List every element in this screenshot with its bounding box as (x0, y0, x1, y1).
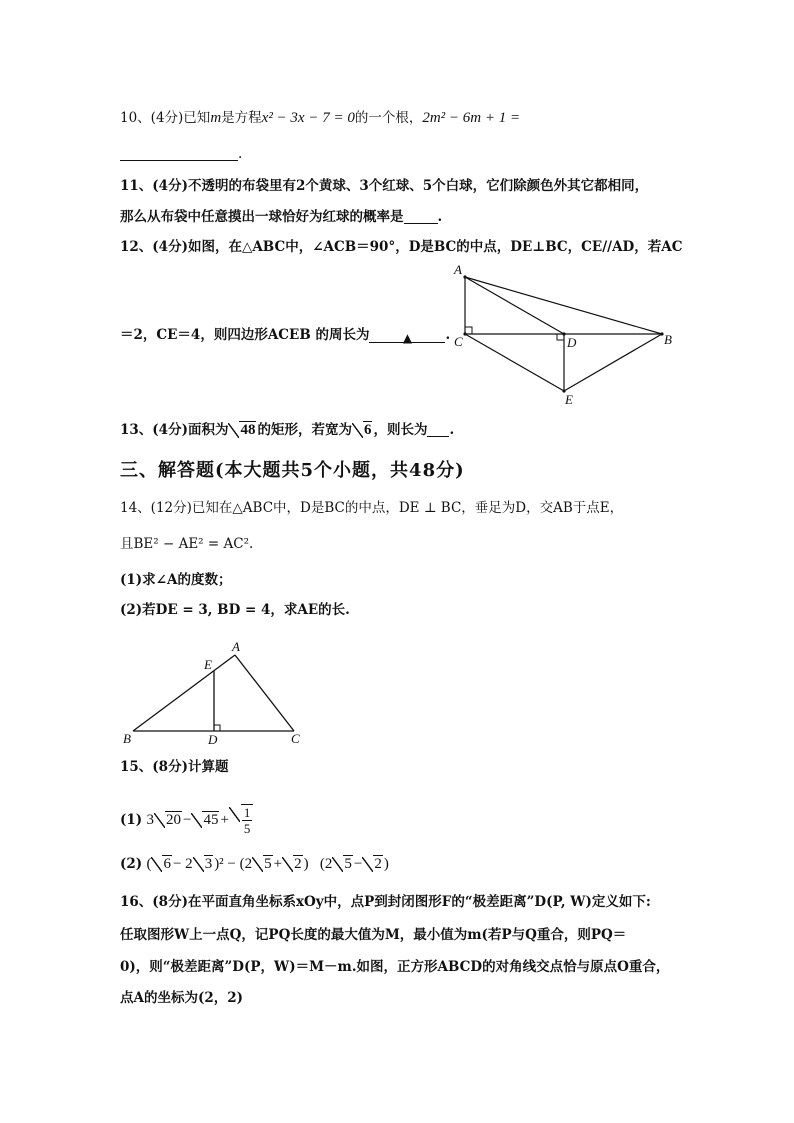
q12-seg-AD (465, 277, 564, 334)
q15-part1-op2: + (220, 812, 229, 828)
q13-prefix: 13、(4分)面积为 (120, 422, 229, 438)
q16-line4: 点A的坐标为(2，2) (120, 990, 244, 1006)
q10-line (120, 108, 520, 128)
q12-seg-EB (564, 334, 662, 391)
q10-suffix: 的一个根， (354, 110, 423, 126)
q12-seg-CE (465, 334, 564, 391)
q12-end: . (445, 327, 451, 343)
q15-part2-sqrt-5: 5 (332, 854, 353, 874)
q15-part1-op1: − (182, 812, 192, 828)
q14-label-B: B (123, 731, 131, 746)
q15-part1-sqrt-1: 20 (154, 810, 182, 830)
q10-answer-blank[interactable] (120, 146, 238, 161)
q14-line2: 且BE² − AE² = AC². (120, 536, 254, 552)
q16-line2: 任取图形W上一点Q，记PQ长度的最大值为M，最小值为m(若P与Q重合，则PQ＝ (120, 927, 627, 943)
q13-end: . (449, 422, 455, 438)
q12-line1: 12、(4分)如图，在△ABC中，∠ACB＝90°，D是BC的中点，DE⊥BC，CE//AD，若AC (120, 239, 683, 255)
q15-part1-sqrt-frac: $\frac{1}{5}$ (229, 804, 254, 836)
q15-part1 (120, 804, 254, 836)
q11-answer-blank[interactable] (404, 209, 438, 224)
q14-label-D: D (208, 732, 218, 747)
q14-label-E: E (204, 657, 212, 672)
q12-marker: ▲ (402, 331, 413, 345)
q14-part2: (2)若DE = 3, BD = 4，求AE的长. (120, 602, 350, 618)
q15-part2: (2) ( 6 − 2 3 )² − (2 5 + 2 ) (2 5 − 2 ) (120, 856, 389, 872)
q13-line (120, 420, 454, 440)
q15-part2-sqrt-1: 6 (151, 854, 172, 874)
q10-answer-line (120, 144, 242, 164)
q14-label-C: C (291, 731, 300, 746)
q10-end: . (238, 146, 243, 162)
q11-line2 (120, 207, 442, 227)
q15-part2-sqrt-3: 5 (252, 854, 273, 874)
q13-answer-blank[interactable] (427, 422, 449, 437)
q12-label-B: B (664, 332, 672, 347)
q15-part1-coef: 3 (146, 812, 154, 828)
q12-answer-blank[interactable] (369, 328, 445, 343)
q13-suffix: ，则长为 (373, 422, 428, 438)
q10-equation: x² − 3x − 7 = 0 (261, 110, 355, 126)
q15-title: 15、(8分)计算题 (120, 759, 229, 775)
q15-part2-sqrt-2: 3 (193, 854, 214, 874)
q15-part2-sqrt-4: 2 (282, 854, 303, 874)
q15-part2-sqrt-6: 2 (362, 854, 383, 874)
q12-seg-AB (465, 277, 662, 334)
q12-label-D: D (567, 335, 577, 350)
q12-label-E: E (565, 392, 573, 407)
q12-label-C: C (454, 334, 463, 349)
q11-text: 那么从布袋中任意摸出一球恰好为红球的概率是 (120, 209, 404, 225)
q12-text: ＝2，CE＝4，则四边形ACEB 的周长为 (120, 327, 370, 343)
q11-end: . (437, 209, 443, 225)
q14-label-A: A (232, 639, 240, 654)
q14-line1: 14、(12分)已知在△ABC中，D是BC的中点，DE ⊥ BC，垂足为D，交AB于点E， (120, 500, 624, 516)
q13-mid: 的矩形，若宽为 (257, 422, 352, 438)
q14-part1: (1)求∠A的度数； (120, 572, 232, 588)
q10-expr: 2m² − 6m + 1 = (422, 110, 521, 126)
q14-figure (118, 638, 308, 748)
q15-part1-sqrt-2: 45 (191, 810, 219, 830)
q15-part1-label: (1) (120, 812, 143, 828)
q13-sqrt-1: 48 (228, 420, 256, 440)
q14-seg-AC (235, 655, 294, 731)
q16-line3: 0)，则“极差距离”D(P，W)＝M－m.如图，正方形ABCD的对角线交点恰与原点O重合， (120, 959, 670, 975)
q12-figure (448, 262, 688, 410)
q15-part2-label: (2) (120, 856, 143, 872)
q12-label-A: A (454, 262, 462, 277)
q10-var: m (210, 110, 222, 126)
q12-line2 (120, 325, 450, 345)
section-3-title: 三、解答题(本大题共5个小题，共48分) (120, 460, 465, 481)
q13-sqrt-2: 6 (352, 420, 373, 440)
q10-mid: 是方程 (221, 110, 262, 126)
q16-line1: 16、(8分)在平面直角坐标系xOy中，点P到封闭图形F的“极差距离”D(P, W)定义如下: (120, 894, 651, 910)
q14-seg-BA (133, 655, 235, 731)
q14-right-angle-D (214, 725, 220, 731)
q11-line1: 11、(4分)不透明的布袋里有2个黄球、3个红球、5个白球，它们除颜色外其它都相同， (120, 178, 649, 194)
q10-prefix: 10、(4分)已知 (120, 110, 211, 126)
